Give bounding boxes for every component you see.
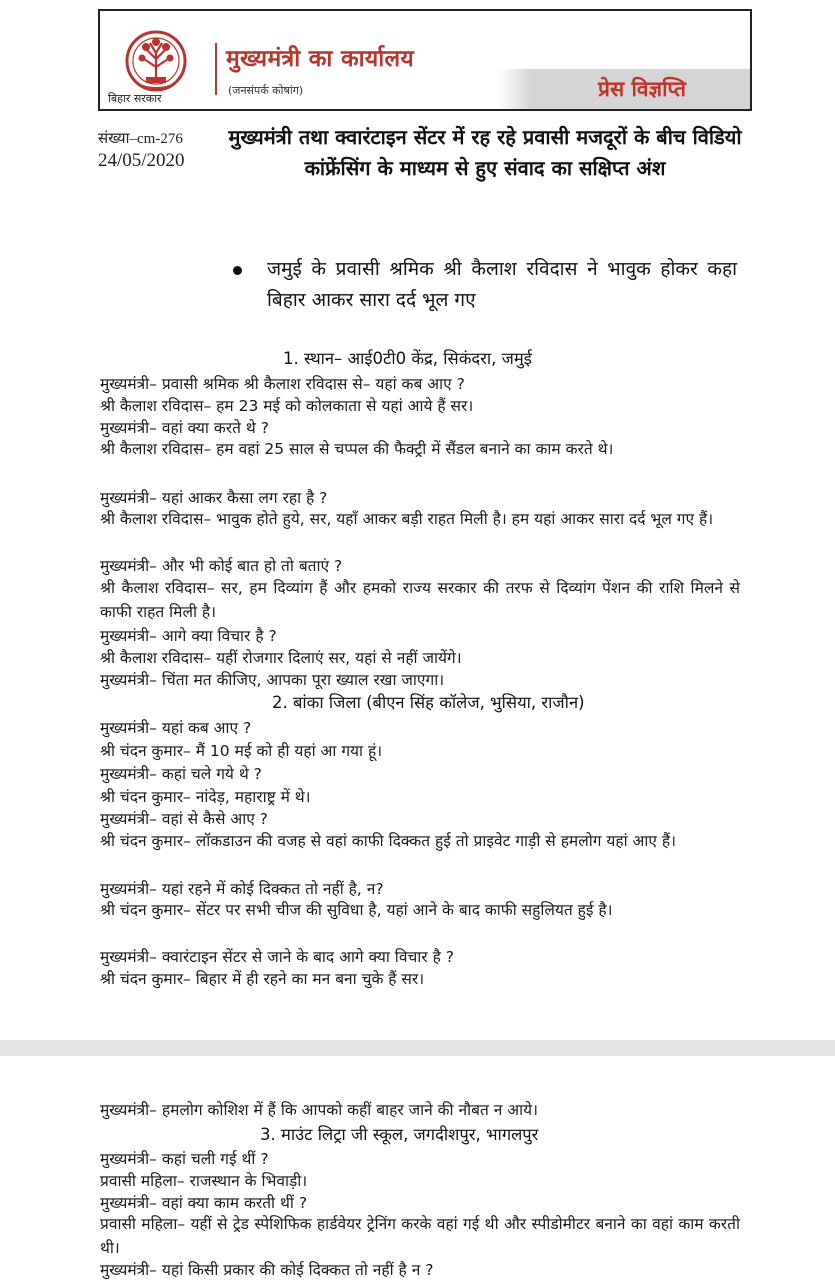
dialogue-line: श्री कैलाश रविदास– यहीं रोजगार दिलाएं सर, यहां से नहीं जायेंगे। bbox=[100, 649, 462, 667]
dialogue-line: श्री कैलाश रविदास– हम वहां 25 साल से चप्पल की फैक्ट्री में सैंडल बनाने का काम करते थे। bbox=[100, 440, 614, 458]
dialogue-line: मुख्यमंत्री– हमलोग कोशिश में हैं कि आपको कहीं बाहर जाने की नौबत न आये। bbox=[100, 1101, 538, 1119]
reference-number: संख्या–cm-276 bbox=[98, 131, 183, 147]
section-heading-2: 2. बांका जिला (बीएन सिंह कॉलेज, भुसिया, राजौन) bbox=[272, 693, 585, 712]
dialogue-line: श्री चंदन कुमार– मैं 10 मई को ही यहां आ गया हूं। bbox=[100, 742, 383, 760]
page-separator bbox=[0, 1040, 835, 1056]
bihar-government-emblem-icon bbox=[120, 29, 192, 95]
dialogue-line: मुख्यमंत्री– वहां से कैसे आए ? bbox=[100, 810, 268, 828]
dialogue-line: मुख्यमंत्री– यहां किसी प्रकार की कोई दिक्कत तो नहीं है न ? bbox=[100, 1261, 434, 1279]
dialogue-line: प्रवासी महिला– राजस्थान के भिवाड़ी। bbox=[100, 1172, 308, 1190]
dialogue-line: मुख्यमंत्री– और भी कोई बात हो तो बताएं ? bbox=[100, 557, 343, 575]
office-subtitle: (जनसंपर्क कोषांग) bbox=[228, 84, 304, 97]
dialogue-line: मुख्यमंत्री– कहां चली गई थीं ? bbox=[100, 1150, 269, 1168]
dialogue-line: श्री चंदन कुमार– बिहार में ही रहने का मन बना चुके हैं सर। bbox=[100, 970, 425, 988]
dialogue-line: श्री चंदन कुमार– नांदेड़, महाराष्ट्र में थे। bbox=[100, 788, 311, 806]
office-title: मुख्यमंत्री का कार्यालय bbox=[226, 46, 415, 72]
press-release-page-2 bbox=[0, 1056, 835, 1280]
dialogue-line: मुख्यमंत्री– यहां कब आए ? bbox=[100, 719, 252, 737]
dialogue-line: प्रवासी महिला– यहीं से ट्रेड स्पेशिफिक हार्डवेयर ट्रेनिंग करके वहां गई थी और स्पीडोमीटर बनाने का वहां काम करती थी। bbox=[100, 1215, 740, 1257]
dialogue-line: श्री कैलाश रविदास– हम 23 मई को कोलकाता से यहां आये हैं सर। bbox=[100, 397, 474, 415]
divider bbox=[215, 43, 217, 95]
dialogue-line: मुख्यमंत्री– आगे क्या विचार है ? bbox=[100, 627, 277, 645]
section-heading-1: 1. स्थान– आई0टी0 केंद्र, सिकंदरा, जमुई bbox=[283, 349, 532, 368]
dialogue-line: श्री कैलाश रविदास– सर, हम दिव्यांग हैं और हमको राज्य सरकार की तरफ से दिव्यांग पेंशन की राशि मिलने से काफी राहत मिली है। bbox=[100, 579, 740, 621]
dialogue-line: मुख्यमंत्री– चिंता मत कीजिए, आपका पूरा ख्याल रखा जाएगा। bbox=[100, 671, 445, 689]
emblem-caption: बिहार सरकार bbox=[108, 92, 162, 105]
release-date: 24/05/2020 bbox=[98, 150, 185, 171]
dialogue-line: मुख्यमंत्री– यहां आकर कैसा लग रहा है ? bbox=[100, 489, 328, 507]
dialogue-line: मुख्यमंत्री– कहां चले गये थे ? bbox=[100, 765, 262, 783]
dialogue-line: श्री कैलाश रविदास– भावुक होते हुये, सर, यहाँ आकर बड़ी राहत मिली है। हम यहां आकर सारा दर्द भूल गए हैं। bbox=[100, 510, 714, 528]
dialogue-line: श्री चंदन कुमार– लॉकडाउन की वजह से वहां काफी दिक्कत हुई तो प्राइवेट गाड़ी से हमलोग यहां आए हैं। bbox=[100, 832, 676, 850]
letterhead-banner bbox=[98, 9, 752, 111]
dialogue-line: श्री चंदन कुमार– सेंटर पर सभी चीज की सुविधा है, यहां आने के बाद काफी सहुलियत हुई है। bbox=[100, 901, 613, 919]
section-heading-3: 3. माउंट लिट्रा जी स्कूल, जगदीशपुर, भागलपुर bbox=[260, 1125, 539, 1144]
headline: मुख्यमंत्री तथा क्वारंटाइन सेंटर में रह रहे प्रवासी मजदूरों के बीच विडियो कांफ्रेंसिंग के माध्यम से हुए संवाद का सक्षिप्त अंश bbox=[228, 125, 742, 180]
dialogue-line: मुख्यमंत्री– प्रवासी श्रमिक श्री कैलाश रविदास से– यहां कब आए ? bbox=[100, 375, 465, 393]
bullet-icon bbox=[233, 266, 242, 275]
dialogue-line: मुख्यमंत्री– वहां क्या करते थे ? bbox=[100, 419, 269, 437]
highlight-text: जमुई के प्रवासी श्रमिक श्री कैलाश रविदास ने भावुक होकर कहा बिहार आकर सारा दर्द भूल गए bbox=[267, 258, 737, 311]
press-release-label: प्रेस विज्ञप्ति bbox=[532, 69, 752, 109]
dialogue-line: मुख्यमंत्री– वहां क्या काम करती थीं ? bbox=[100, 1194, 308, 1212]
dialogue-line: मुख्यमंत्री– क्वारंटाइन सेंटर से जाने के बाद आगे क्या विचार है ? bbox=[100, 948, 454, 966]
dialogue-line: मुख्यमंत्री– यहां रहने में कोई दिक्कत तो नहीं है, न? bbox=[100, 880, 384, 898]
